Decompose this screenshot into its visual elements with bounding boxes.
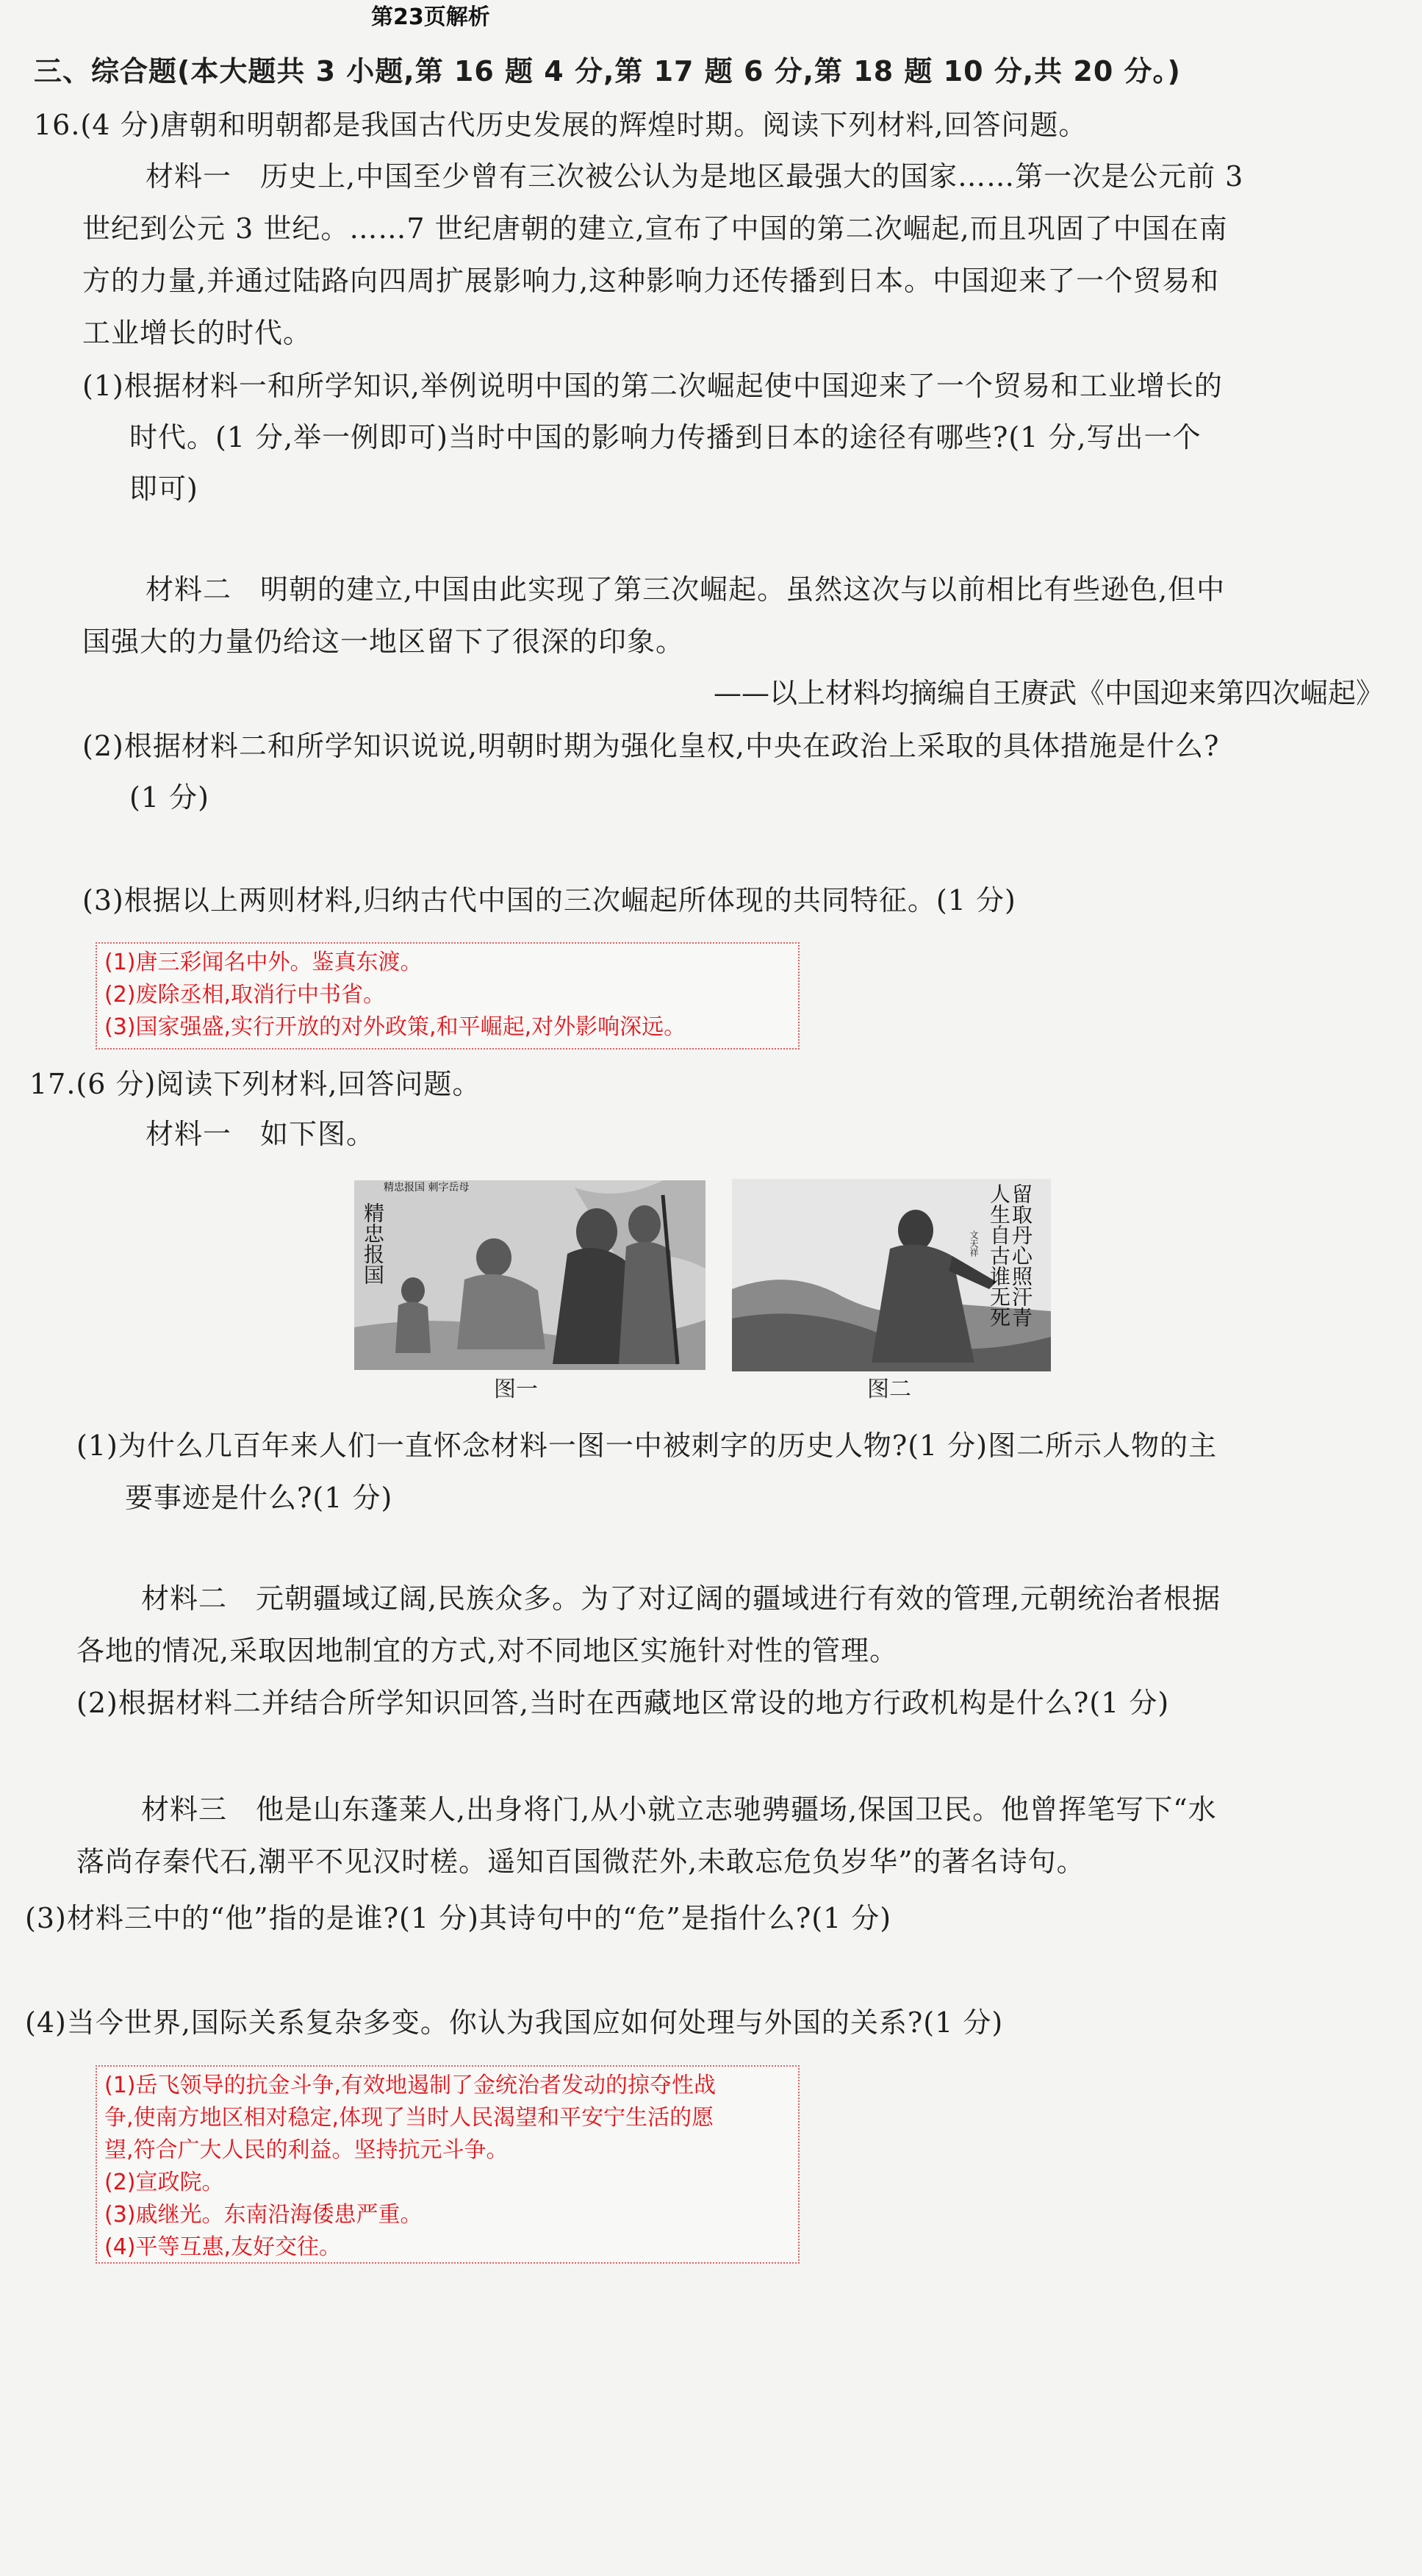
q17-answer-box	[96, 2065, 800, 2264]
figure-1-small-text: 精忠报国 刺字岳母	[384, 1182, 470, 1194]
answer-line: (1)唐三彩闻名中外。鉴真东渡。	[104, 950, 423, 975]
answer-line: 争,使南方地区相对稳定,体现了当时人民渴望和平安宁生活的愿	[104, 2105, 714, 2131]
q16-material1-line: 材料一 历史上,中国至少曾有三次被公认为是地区最强大的国家……第一次是公元前 3	[146, 160, 1244, 193]
section-title: 三、综合题(本大题共 3 小题,第 16 题 4 分,第 17 题 6 分,第 18 题 10 分,共 20 分。)	[34, 55, 1181, 87]
q17-sub4: (4)当今世界,国际关系复杂多变。你认为我国应如何处理与外国的关系?(1 分)	[25, 2006, 1004, 2039]
answer-line: (2)宣政院。	[104, 2170, 224, 2195]
q16-sub1-line: 时代。(1 分,举一例即可)当时中国的影响力传播到日本的途径有哪些?(1 分,写出一个	[129, 421, 1202, 453]
q17-material2-line: 材料二 元朝疆域辽阔,民族众多。为了对辽阔的疆域进行有效的管理,元朝统治者根据	[141, 1582, 1221, 1615]
q17-sub1-line: (1)为什么几百年来人们一直怀念材料一图一中被刺字的历史人物?(1 分)图二所示人物的主	[76, 1429, 1218, 1462]
figure-2-caption: 图二	[867, 1377, 911, 1402]
figure-1-caption: 图一	[494, 1377, 538, 1402]
figure-2-poem-col2: 留取丹心照汗青	[1009, 1183, 1033, 1327]
figure-1-illustration	[354, 1180, 705, 1370]
q16-sub3: (3)根据以上两则材料,归纳古代中国的三次崛起所体现的共同特征。(1 分)	[82, 884, 1016, 916]
q16-sub1-line: 即可)	[129, 473, 198, 505]
answer-line: (2)废除丞相,取消行中书省。	[104, 982, 386, 1008]
q17-sub3: (3)材料三中的“他”指的是谁?(1 分)其诗句中的“危”是指什么?(1 分)	[25, 1902, 892, 1934]
q16-material1-line: 工业增长的时代。	[82, 317, 312, 349]
q16-material2-line: 国强大的力量仍给这一地区留下了很深的印象。	[82, 625, 685, 658]
answer-line: (1)岳飞领导的抗金斗争,有效地遏制了金统治者发动的掠夺性战	[104, 2073, 717, 2098]
answer-line: 望,符合广大人民的利益。坚持抗元斗争。	[104, 2137, 509, 2163]
q16-source: ——以上材料均摘编自王赓武《中国迎来第四次崛起》	[713, 677, 1384, 709]
q17-stem: 17.(6 分)阅读下列材料,回答问题。	[29, 1068, 481, 1100]
figure-1-image	[354, 1180, 705, 1370]
q16-material1-line: 方的力量,并通过陆路向四周扩展影响力,这种影响力还传播到日本。中国迎来了一个贸易和	[82, 265, 1220, 297]
page-title: 第23页解析	[371, 4, 490, 30]
q17-sub2: (2)根据材料二并结合所学知识回答,当时在西藏地区常设的地方行政机构是什么?(1 分)	[76, 1687, 1170, 1719]
q16-sub2-line: (1 分)	[129, 781, 209, 814]
answer-line: (3)国家强盛,实行开放的对外政策,和平崛起,对外影响深远。	[104, 1014, 686, 1040]
q16-material1-line: 世纪到公元 3 世纪。……7 世纪唐朝的建立,宣布了中国的第二次崛起,而且巩固了中国在南	[82, 212, 1228, 245]
q16-stem: 16.(4 分)唐朝和明朝都是我国古代历史发展的辉煌时期。阅读下列材料,回答问题。	[34, 109, 1088, 141]
q16-answer-box	[96, 942, 800, 1050]
figure-2-image	[732, 1179, 1051, 1371]
q17-material1: 材料一 如下图。	[146, 1118, 376, 1150]
q16-sub1-line: (1)根据材料一和所学知识,举例说明中国的第二次崛起使中国迎来了一个贸易和工业增长的	[82, 370, 1223, 402]
q17-material3-line: 材料三 他是山东蓬莱人,出身将门,从小就立志驰骋疆场,保国卫民。他曾挥笔写下“水	[141, 1793, 1217, 1826]
answer-line: (4)平等互惠,友好交往。	[104, 2234, 342, 2260]
q17-sub1-line: 要事迹是什么?(1 分)	[125, 1482, 393, 1514]
answer-line: (3)戚继光。东南沿海倭患严重。	[104, 2202, 423, 2228]
q17-material3-line: 落尚存秦代石,潮平不见汉时槎。遥知百国微茫外,未敢忘危负岁华”的著名诗句。	[76, 1845, 1085, 1878]
figure-2-poem-col1: 人生自古谁无死	[987, 1183, 1011, 1327]
q17-material2-line: 各地的情况,采取因地制宜的方式,对不同地区实施针对性的管理。	[76, 1635, 899, 1667]
q16-material2-line: 材料二 明朝的建立,中国由此实现了第三次崛起。虽然这次与以前相比有些逊色,但中	[146, 573, 1226, 606]
figure-2-small-text: 文天祥	[969, 1230, 979, 1257]
figure-1-inscription: 精忠报国	[361, 1202, 385, 1285]
q16-sub2-line: (2)根据材料二和所学知识说说,明朝时期为强化皇权,中央在政治上采取的具体措施是什么?	[82, 730, 1220, 762]
